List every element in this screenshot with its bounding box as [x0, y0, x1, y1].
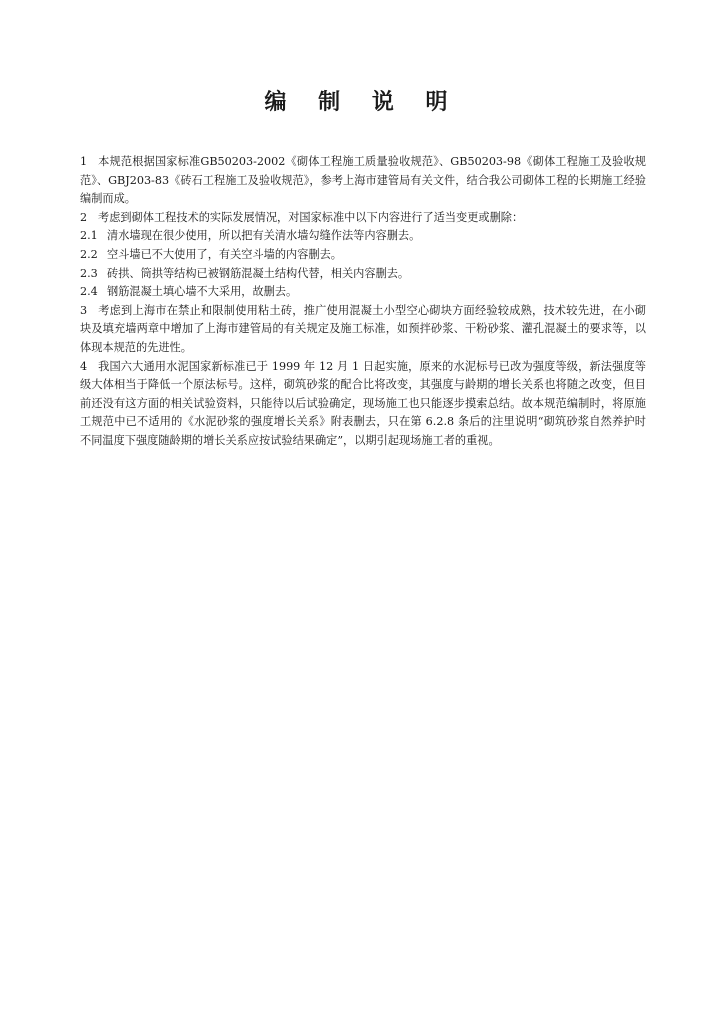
paragraph-text: 考虑到砌体工程技术的实际发展情况，对国家标准中以下内容进行了适当变更或删除：	[98, 210, 524, 224]
paragraph-text: 砖拱、筒拱等结构已被钢筋混凝土结构代替，相关内容删去。	[107, 266, 410, 280]
paragraph-number: 3	[80, 303, 88, 317]
document-body	[80, 153, 646, 451]
paragraph-number: 1	[80, 155, 88, 168]
paragraph-text: 考虑到上海市在禁止和限制使用粘土砖，推广使用混凝土小型空心砌块方面经验较成熟，技术较先进，在小砌块及填充墙两章中增加了上海市建管局的有关规定及施工标准，如预拌砂浆、干粉砂浆、灌孔混凝土的要求等，以体现本规范的先进性。	[80, 303, 646, 354]
paragraph-2-1	[80, 227, 646, 246]
paragraph-4	[80, 358, 646, 451]
paragraph-number: 2	[80, 210, 88, 224]
paragraph-1	[80, 153, 646, 209]
paragraph-text: 清水墙现在很少使用，所以把有关清水墙勾缝作法等内容删去。	[107, 229, 421, 243]
paragraph-number: 2.2	[80, 247, 98, 261]
paragraph-number: 2.3	[80, 266, 98, 280]
paragraph-text: 我国六大通用水泥国家新标准已于 1999 年 12 月 1 日起实施，原来的水泥标号已改为强度等级，新法强度等级大体相当于降低一个原法标号。这样，砌筑砂浆的配合比将改变，其强度与龄期的增长关系也将随之改变，但目前还没有这方面的相关试验资料，只能待以后试验确定，现场施工也只能逐步摸索总结。故本规范编制时，将原施工规范中已不适用的《水泥砂浆的强度增长关系》附表删去，只在第 6.2.8 条后的注里说明“砌筑砂浆自然养护时不同温度下强度随龄期的增长关系应按试验结果确定”，以期引起现场施工者的重视。	[80, 359, 646, 447]
paragraph-number: 4	[80, 359, 88, 373]
paragraph-2	[80, 209, 646, 228]
paragraph-2-2	[80, 246, 646, 265]
paragraph-2-3	[80, 265, 646, 284]
paragraph-number: 2.1	[80, 229, 98, 243]
paragraph-text: 空斗墙已不大使用了，有关空斗墙的内容删去。	[107, 247, 342, 261]
paragraph-3	[80, 302, 646, 358]
paragraph-number: 2.4	[80, 285, 98, 299]
paragraph-2-4	[80, 283, 646, 302]
paragraph-text: 钢筋混凝土填心墙不大采用，故删去。	[107, 285, 298, 299]
paragraph-text: 本规范根据国家标准GB50203-2002《砌体工程施工质量验收规范》、GB50203-98《砌体工程施工及验收规范》、GBJ203-83《砖石工程施工及验收规范》，参考上海市建管局有关文件，结合我公司砌体工程的长期施工经验编制而成。	[80, 155, 646, 206]
page-title: 编 制 说 明	[264, 90, 460, 115]
